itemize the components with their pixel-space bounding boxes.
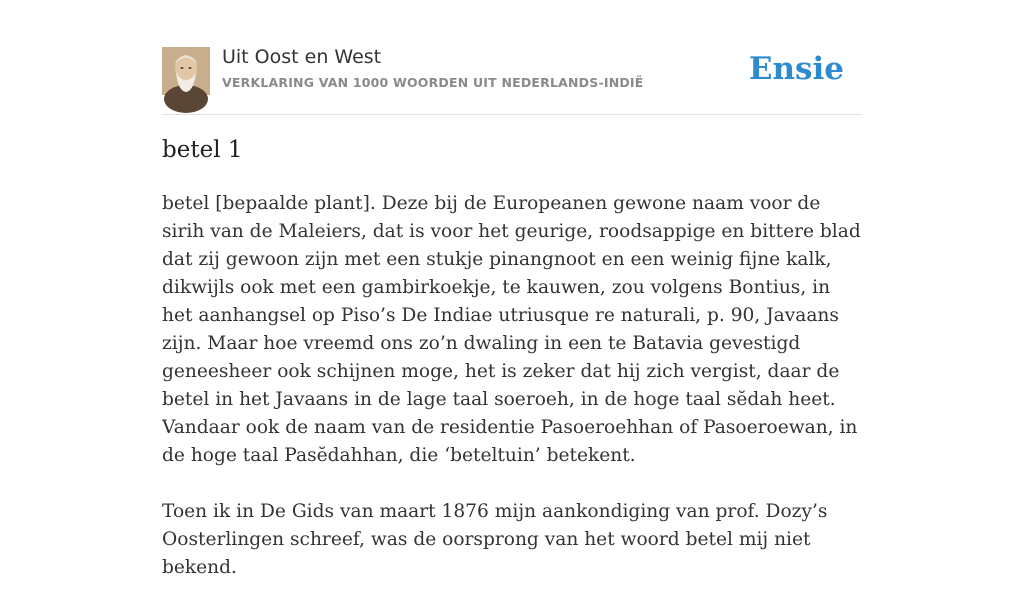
entry-paragraph: Toen ik in De Gids van maart 1876 mijn aankondiging van prof. Dozy’s Oosterlingen schreef, was de oorsprong van het woord betel mij niet bekend. bbox=[162, 501, 828, 578]
author-portrait-icon bbox=[162, 47, 210, 95]
page bbox=[162, 0, 862, 578]
author-avatar[interactable] bbox=[162, 47, 210, 95]
book-title[interactable]: Uit Oost en West bbox=[222, 46, 382, 68]
page-header bbox=[162, 46, 862, 115]
entry-title: betel 1 bbox=[162, 137, 243, 163]
book-subtitle: VERKLARING VAN 1000 WOORDEN UIT NEDERLANDS-INDIË bbox=[222, 75, 644, 90]
entry-body bbox=[162, 190, 862, 610]
ensie-logo-link[interactable]: Ensie bbox=[748, 51, 844, 87]
entry-paragraph: betel [bepaalde plant]. Deze bij de Europeanen gewone naam voor de sirih van de Maleiers, dat is voor het geurige, roodsappige en bittere blad dat zij gewoon zijn met een stukje pinangnoot en een weinig fijne kalk, dikwijls ook met een gambirkoekje, te kauwen, zou volgens Bontius, in het aanhangsel op Piso’s De Indiae utriusque re naturali, p. 90, Javaans zijn. Maar hoe vreemd ons zo’n dwaling in een te Batavia gevestigd geneesheer ook schijnen moge, het is zeker dat hij zich vergist, daar de betel in het Javaans in de lage taal soeroeh, in de hoge taal sĕdah heet. Vandaar ook de naam van de residentie Pasoeroehhan of Pasoeroewan, in de hoge taal Pasĕdahhan, die ‘beteltuin’ betekent. bbox=[162, 193, 861, 466]
